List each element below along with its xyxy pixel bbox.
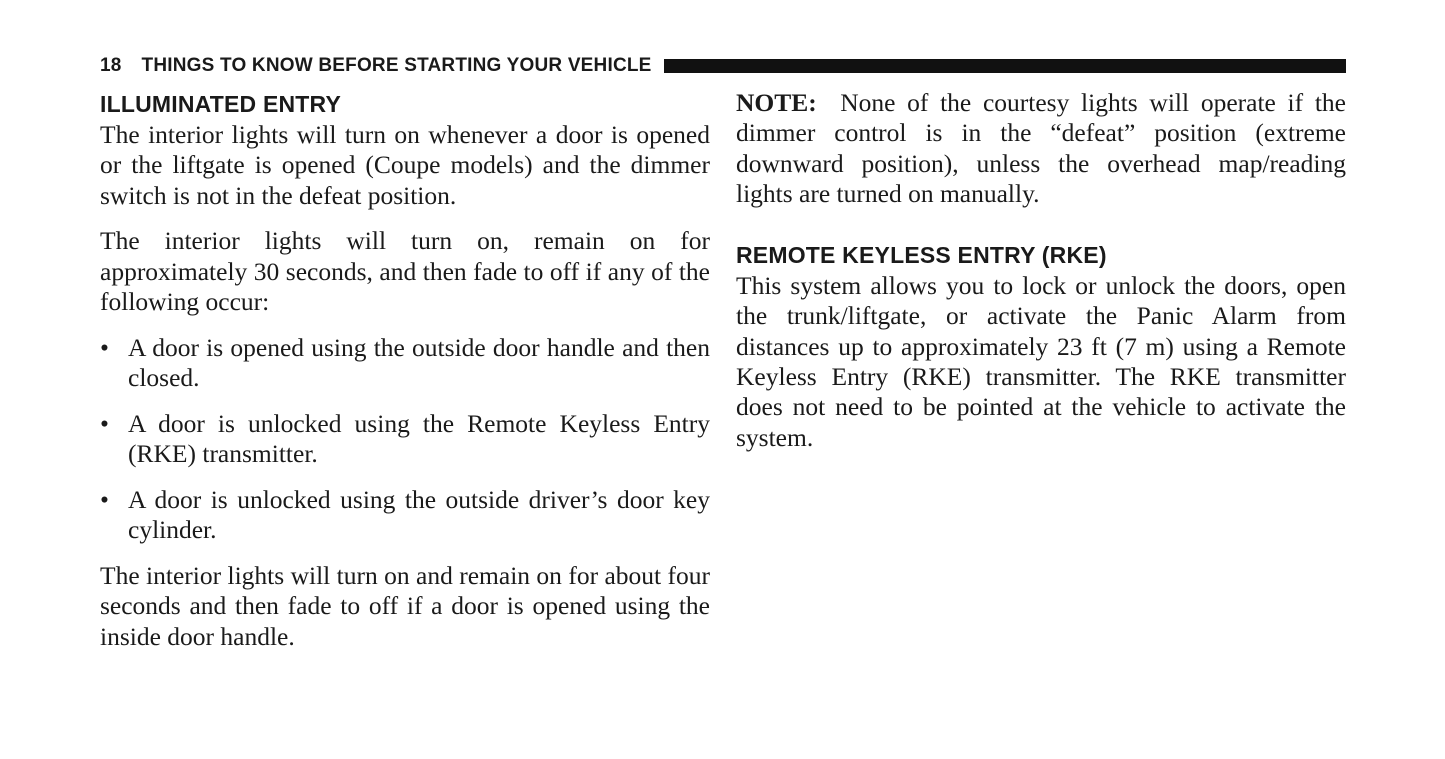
left-column [100, 88, 710, 667]
rke-paragraph-1: This system allows you to lock or unlock the doors, open the trunk/liftgate, or activate the Panic Alarm from distances up to approximately 23 ft (7 m) using a Remote Keyless Entry (RKE) transmitter. The RKE transmitter does not need to be pointed at the vehicle to activate the system. [736, 271, 1346, 452]
bullet-icon: • [100, 484, 109, 514]
illuminated-entry-paragraph-3: The interior lights will turn on and remain on for about four seconds and then fade to off if a door is opened using the inside door handle. [100, 561, 710, 651]
bullet-item [100, 333, 710, 394]
header-rule [664, 59, 1346, 73]
right-column [736, 88, 1346, 468]
note-text: None of the courtesy lights will operate if the dimmer control is in the “defeat” position (extreme downward position), unless the overhead map/reading lights are turned on manually. [736, 88, 1346, 208]
rke-heading: REMOTE KEYLESS ENTRY (RKE) [736, 242, 1107, 269]
illuminated-entry-paragraph-1: The interior lights will turn on whenever a door is opened or the liftgate is opened (Coupe models) and the dimmer switch is not in the defeat position. [100, 120, 710, 210]
bullet-item [100, 485, 710, 546]
page-header [100, 54, 1346, 78]
bullet-text: A door is unlocked using the outside driver’s door key cylinder. [128, 484, 710, 545]
illuminated-entry-paragraph-2: The interior lights will turn on, remain on for approximately 30 seconds, and then fade to off if any of the following occur: [100, 226, 710, 316]
chapter-title: THINGS TO KNOW BEFORE STARTING YOUR VEHICLE [141, 55, 652, 76]
bullet-text: A door is unlocked using the Remote Keyless Entry (RKE) transmitter. [128, 408, 710, 469]
bullet-item [100, 409, 710, 470]
bullet-icon: • [100, 332, 109, 362]
bullet-text: A door is opened using the outside door handle and then closed. [128, 332, 710, 393]
note-paragraph [736, 88, 1346, 209]
illuminated-entry-heading: ILLUMINATED ENTRY [100, 91, 342, 117]
page-number: 18 [100, 55, 122, 76]
note-label: NOTE: [736, 88, 817, 117]
bullet-icon: • [100, 408, 109, 438]
